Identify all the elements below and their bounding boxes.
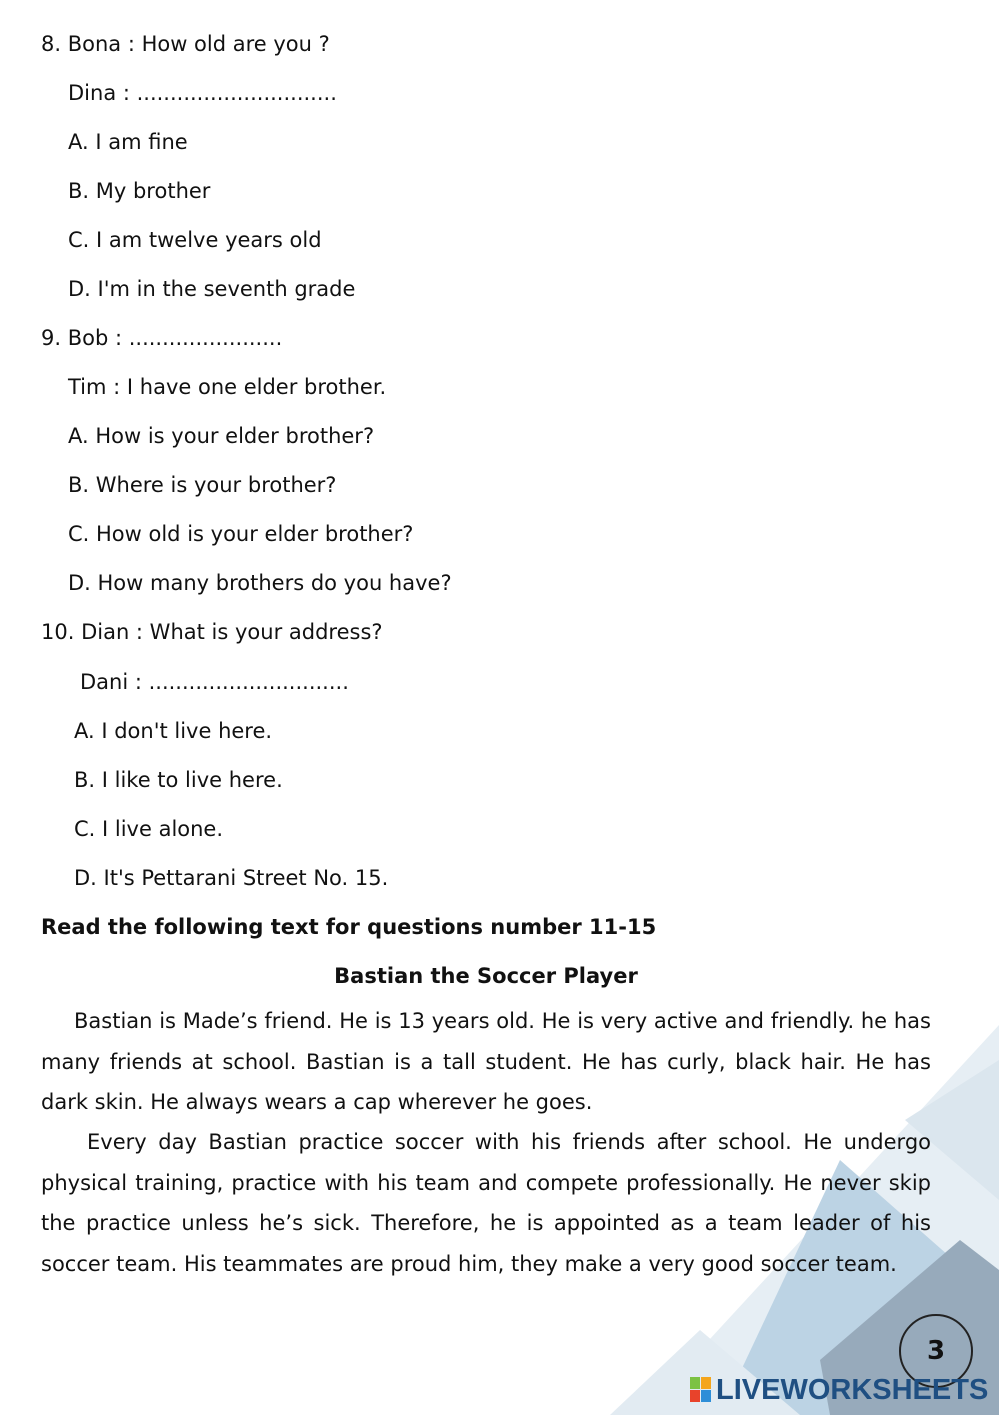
q10-option-d: D. It's Pettarani Street No. 15. xyxy=(74,866,389,890)
q8-option-b: B. My brother xyxy=(68,179,211,203)
reading-paragraph-2: Every day Bastian practice soccer with his friends after school. He undergo physical training, practice with his team and compete professionally. He never skip the practice unless he’s sick. Therefore, he is appointed as a team leader of his soccer team. His teammates are proud him, they make a very good soccer team. xyxy=(41,1130,931,1276)
q9-option-b: B. Where is your brother? xyxy=(68,473,337,497)
question-8: 8. Bona : How old are you ? xyxy=(41,32,330,56)
q8-option-a: A. I am fine xyxy=(68,130,188,154)
liveworksheets-logo-icon xyxy=(690,1377,712,1403)
q9-option-c: C. How old is your elder brother? xyxy=(68,522,414,546)
q8-option-c: C. I am twelve years old xyxy=(68,228,322,252)
q8-option-d: D. I'm in the seventh grade xyxy=(68,277,356,301)
answer-blank-8: Dina : .............................. xyxy=(68,81,337,105)
reading-paragraph-1: Bastian is Made’s friend. He is 13 years old. He is very active and friendly. he has many friends at school. Bastian is a tall student. He has curly, black hair. He has dark skin. He always wears a cap wherever he goes. xyxy=(41,1009,931,1114)
reply-9: Tim : I have one elder brother. xyxy=(68,375,387,399)
question-10: 10. Dian : What is your address? xyxy=(41,620,383,644)
q10-option-a: A. I don't live here. xyxy=(74,719,273,743)
reading-instruction: Read the following text for questions number 11-15 xyxy=(41,915,657,939)
answer-blank-10: Dani : .............................. xyxy=(80,670,349,694)
q9-option-a: A. How is your elder brother? xyxy=(68,424,375,448)
q10-option-b: B. I like to live here. xyxy=(74,768,283,792)
reading-title: Bastian the Soccer Player xyxy=(334,964,638,988)
q9-option-d: D. How many brothers do you have? xyxy=(68,571,452,595)
page-number: 3 xyxy=(899,1314,973,1388)
brand-name: LIVEWORKSHEETS xyxy=(716,1373,989,1406)
liveworksheets-brand xyxy=(690,1372,988,1408)
question-9: 9. Bob : ....................... xyxy=(41,326,283,350)
q10-option-c: C. I live alone. xyxy=(74,817,224,841)
